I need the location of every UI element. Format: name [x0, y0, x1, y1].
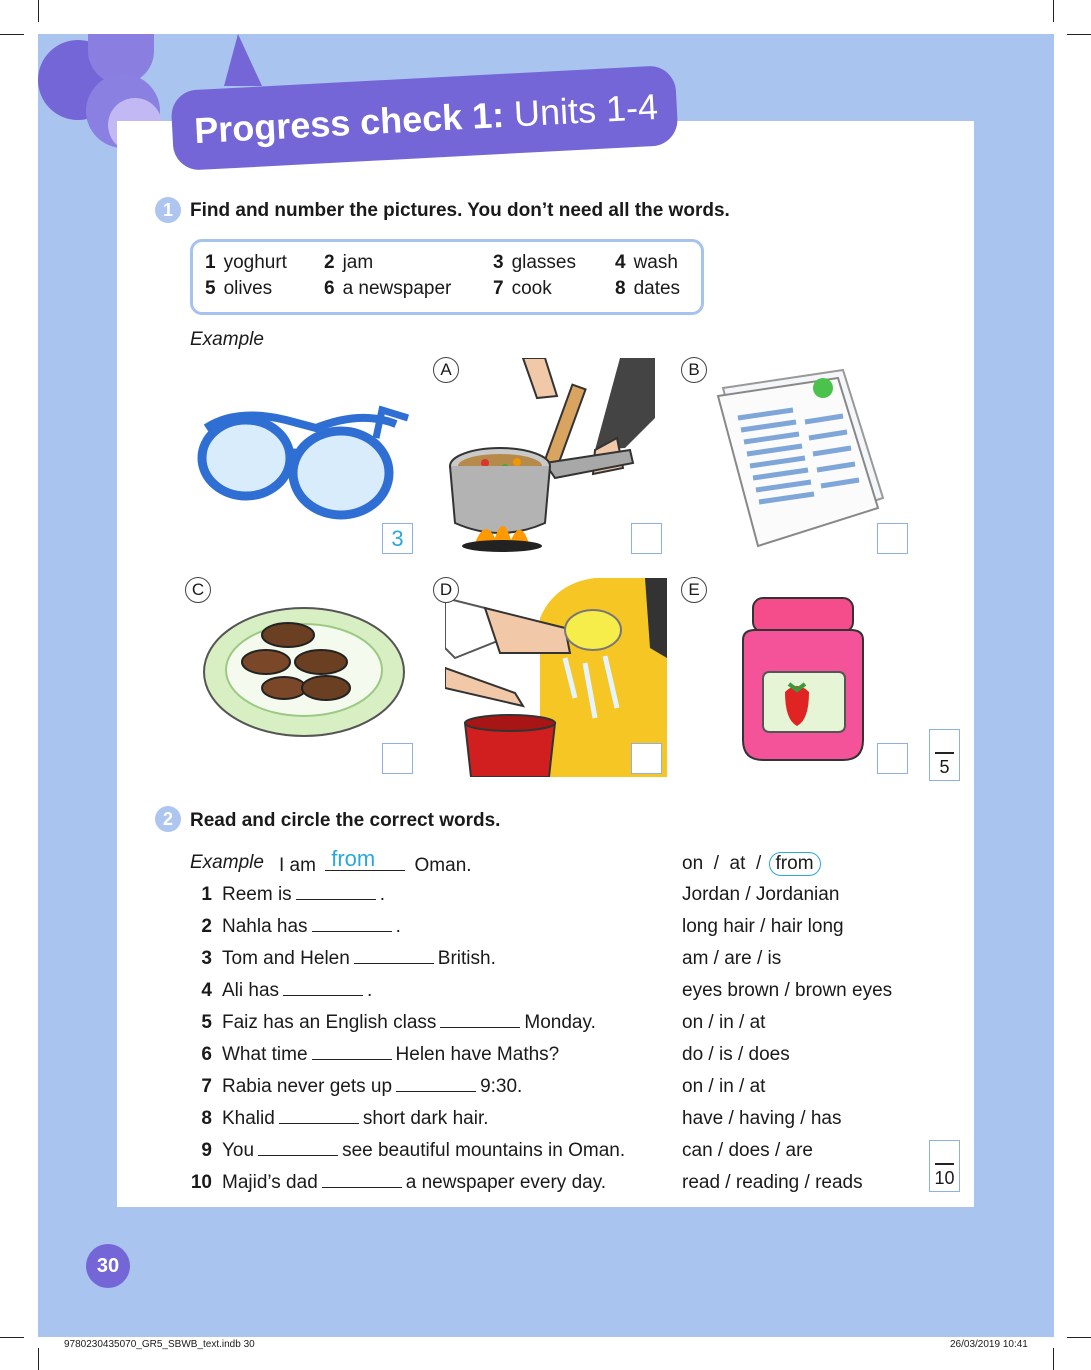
exercise-1-score [929, 729, 960, 781]
crop-mark [38, 1348, 39, 1370]
word-box [190, 239, 704, 315]
answer-options[interactable]: on / in / at [682, 1076, 766, 1097]
crop-mark [1067, 34, 1091, 35]
page-number: 30 [86, 1244, 130, 1288]
exercise-2-score-max: 10 [934, 1168, 955, 1188]
picture-letter-c: C [185, 577, 211, 603]
picture-letter-d: D [433, 577, 459, 603]
question-row: 7 Rabia never gets up 9:30. on / in / at [201, 1076, 766, 1097]
example-options: on / at / from [682, 852, 821, 876]
answer-options[interactable]: am / are / is [682, 948, 782, 969]
answer-gap[interactable] [312, 1045, 392, 1060]
exercise-1-instruction: Find and number the pictures. You don’t need all the words. [190, 200, 730, 221]
answer-options[interactable]: read / reading / reads [682, 1172, 863, 1193]
exercise-2-score [929, 1140, 960, 1192]
word-item: 6 a newspaper [324, 278, 452, 299]
picture-letter-e: E [681, 577, 707, 603]
crop-mark [1067, 1337, 1091, 1338]
answer-options[interactable]: eyes brown / brown eyes [682, 980, 893, 1001]
exercise-2-instruction: Read and circle the correct words. [190, 810, 501, 831]
exercise-1-badge: 1 [155, 197, 181, 223]
answer-box-d[interactable] [631, 743, 662, 774]
word-item: 5 olives [205, 278, 273, 299]
question-row: 5 Faiz has an English class Monday. on / in / at [201, 1012, 766, 1033]
crop-mark [0, 34, 24, 35]
answer-box-example[interactable]: 3 [382, 523, 413, 554]
crop-mark [1053, 0, 1054, 22]
word-item: 7 cook [493, 278, 552, 299]
answer-options[interactable]: have / having / has [682, 1108, 842, 1129]
title-banner [172, 70, 682, 160]
question-row: 10 Majid’s dad a newspaper every day. read / reading / reads [190, 1172, 863, 1193]
answer-options[interactable]: on / in / at [682, 1012, 766, 1033]
question-row: 8 Khalid short dark hair. have / having / has [201, 1108, 842, 1129]
crop-mark [0, 1337, 24, 1338]
question-row: 2 Nahla has . long hair / hair long [201, 916, 844, 937]
crop-mark [38, 0, 39, 22]
example-fill: from [331, 846, 376, 871]
word-item: 3 glasses [493, 252, 576, 273]
answer-options[interactable]: Jordan / Jordanian [682, 884, 840, 905]
example-row [190, 846, 970, 882]
question-row: 9 You see beautiful mountains in Oman. can / does / are [201, 1140, 813, 1161]
word-item: 1 yoghurt [205, 252, 287, 273]
title-bold: Progress check 1: [193, 93, 506, 152]
answer-options[interactable]: do / is / does [682, 1044, 790, 1065]
answer-gap[interactable] [312, 917, 392, 932]
title-rest: Units 1-4 [502, 85, 659, 135]
answer-gap[interactable] [396, 1077, 476, 1092]
answer-gap[interactable] [354, 949, 434, 964]
crop-mark [1053, 1348, 1054, 1370]
answer-gap[interactable] [279, 1109, 359, 1124]
word-item: 2 jam [324, 252, 374, 273]
answer-gap[interactable] [296, 885, 376, 900]
exercise-1-score-max: 5 [939, 757, 950, 777]
answer-box-a[interactable] [631, 523, 662, 554]
example-sentence: I am from Oman. [279, 846, 472, 876]
answer-gap[interactable] [440, 1013, 520, 1028]
question-row: 3 Tom and Helen British. am / are / is [201, 948, 782, 969]
question-row: 1 Reem is . Jordan / Jordanian [201, 884, 840, 905]
answer-box-e[interactable] [877, 743, 908, 774]
title-banner-tail [224, 34, 262, 86]
example-circled-option: from [769, 852, 821, 876]
question-row: 4 Ali has . eyes brown / brown eyes [201, 980, 893, 1001]
picture-letter-a: A [433, 357, 459, 383]
answer-options[interactable]: can / does / are [682, 1140, 813, 1161]
answer-gap[interactable] [283, 981, 363, 996]
word-item: 4 wash [615, 252, 678, 273]
example-label: Example [190, 329, 264, 350]
question-row: 6 What time Helen have Maths? do / is / does [201, 1044, 790, 1065]
answer-box-c[interactable] [382, 743, 413, 774]
picture-letter-b: B [681, 357, 707, 383]
exercise-2-badge: 2 [155, 806, 181, 832]
answer-box-b[interactable] [877, 523, 908, 554]
footer-date: 26/03/2019 10:41 [950, 1339, 1028, 1350]
answer-gap[interactable] [322, 1173, 402, 1188]
word-item: 8 dates [615, 278, 681, 299]
example-row-label: Example [190, 852, 264, 873]
answer-gap[interactable] [258, 1141, 338, 1156]
footer-file: 9780230435070_GR5_SBWB_text.indb 30 [64, 1339, 255, 1350]
answer-options[interactable]: long hair / hair long [682, 916, 844, 937]
